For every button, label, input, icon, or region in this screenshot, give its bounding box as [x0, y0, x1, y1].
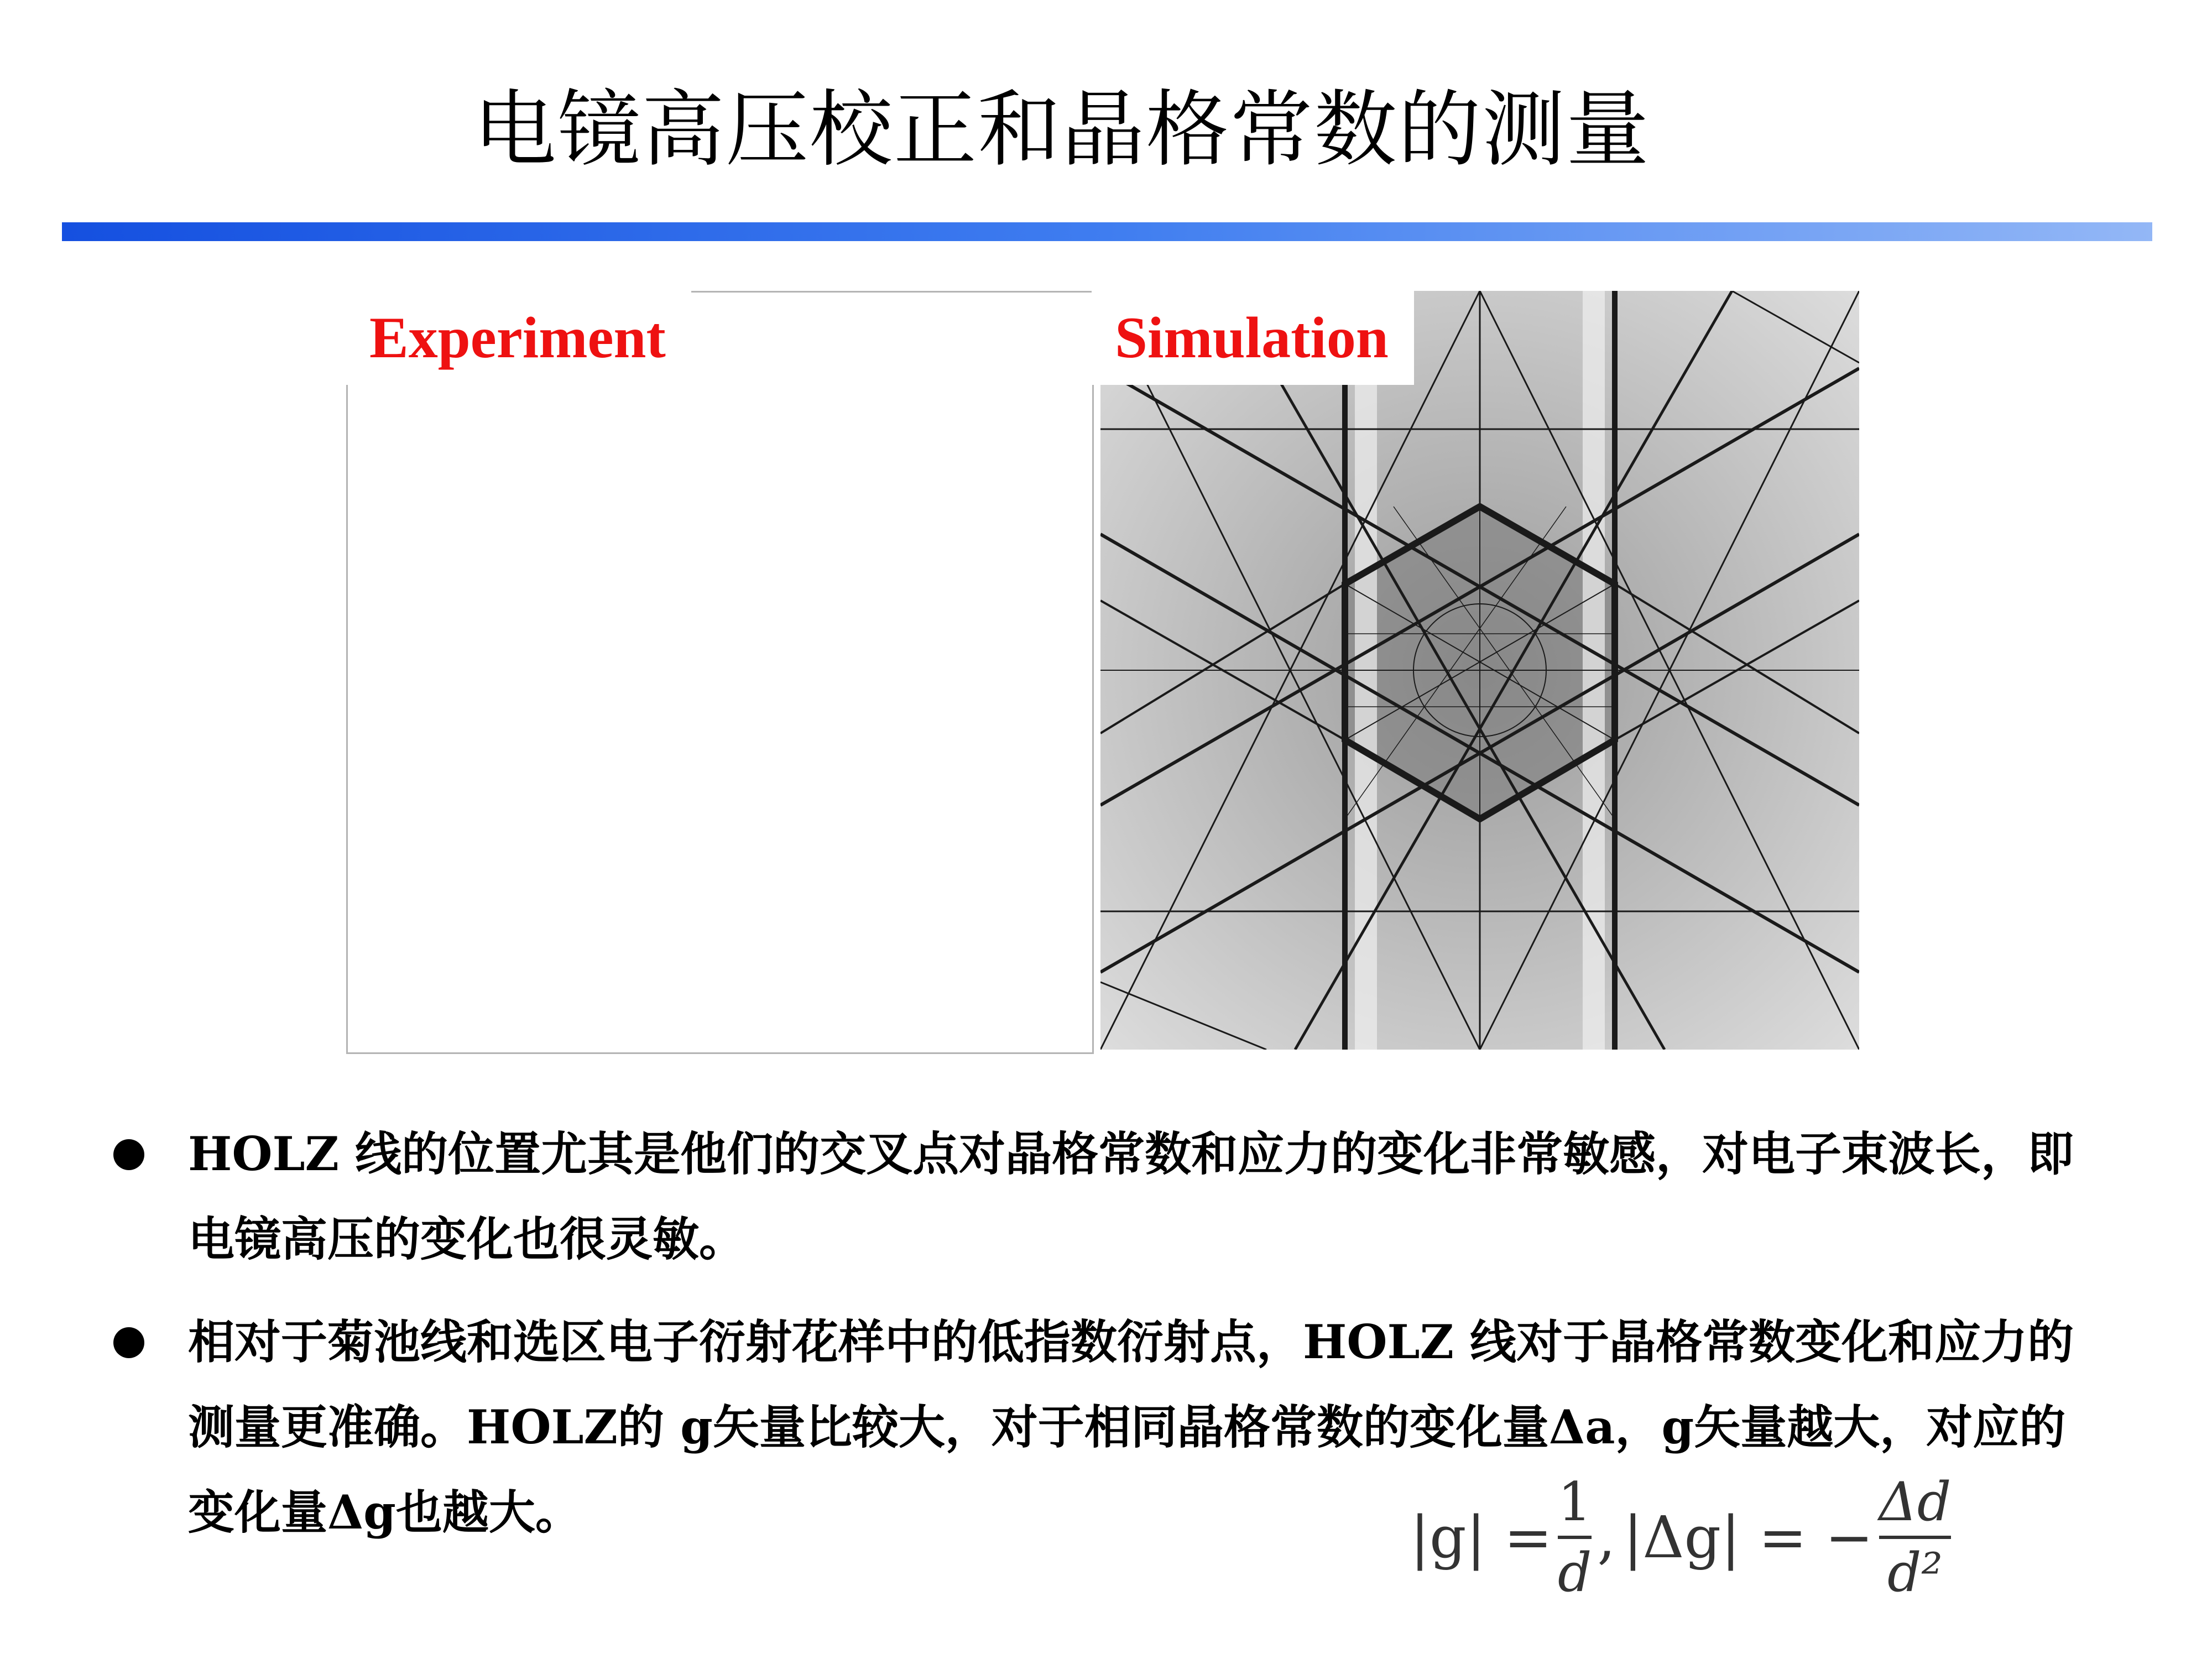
fraction-1-bar [1558, 1536, 1592, 1539]
fraction-2-denominator: d² [1887, 1542, 1943, 1604]
formula-separator: , [1597, 1504, 1616, 1571]
slide-title: 电镜高压校正和晶格常数的测量 [473, 82, 1650, 178]
simulation-image-panel [1100, 291, 1859, 1050]
bullet-text-1: HOLZ 线的位置尤其是他们的交叉点对晶格常数和应力的变化非常敏感，对电子束波长，即电镜高压的变化也很灵敏。 [188, 1126, 2074, 1266]
fraction-2-bar [1879, 1536, 1952, 1539]
formula-fraction-1 [1558, 1472, 1592, 1603]
experiment-image-panel [346, 291, 1094, 1054]
holz-pattern-image [1100, 291, 1859, 1050]
wavelength-formula [1410, 1471, 1957, 1604]
fraction-2-numerator: Δd [1879, 1471, 1952, 1533]
bullet-text-2: 相对于菊池线和选区电子衍射花样中的低指数衍射点，HOLZ 线对于晶格常数变化和应力的测量更准确。HOLZ的 g矢量比较大，对于相同晶格常数的变化量Δa，g矢量越大，对应的变化量Δg也越大。 [188, 1314, 2074, 1540]
bullet-dot-1 [113, 1139, 144, 1170]
title-accent-bar [62, 222, 2152, 241]
formula-delta-g: |Δg| = − [1623, 1504, 1874, 1571]
simulation-label: Simulation [1092, 291, 1414, 385]
fraction-1-numerator: 1 [1558, 1471, 1592, 1533]
formula-g-magnitude: |g| = [1410, 1504, 1552, 1571]
experiment-label: Experiment [346, 291, 691, 385]
fraction-1-denominator: d [1557, 1542, 1592, 1604]
formula-fraction-2 [1879, 1472, 1952, 1603]
bullet-dot-2 [113, 1327, 144, 1358]
